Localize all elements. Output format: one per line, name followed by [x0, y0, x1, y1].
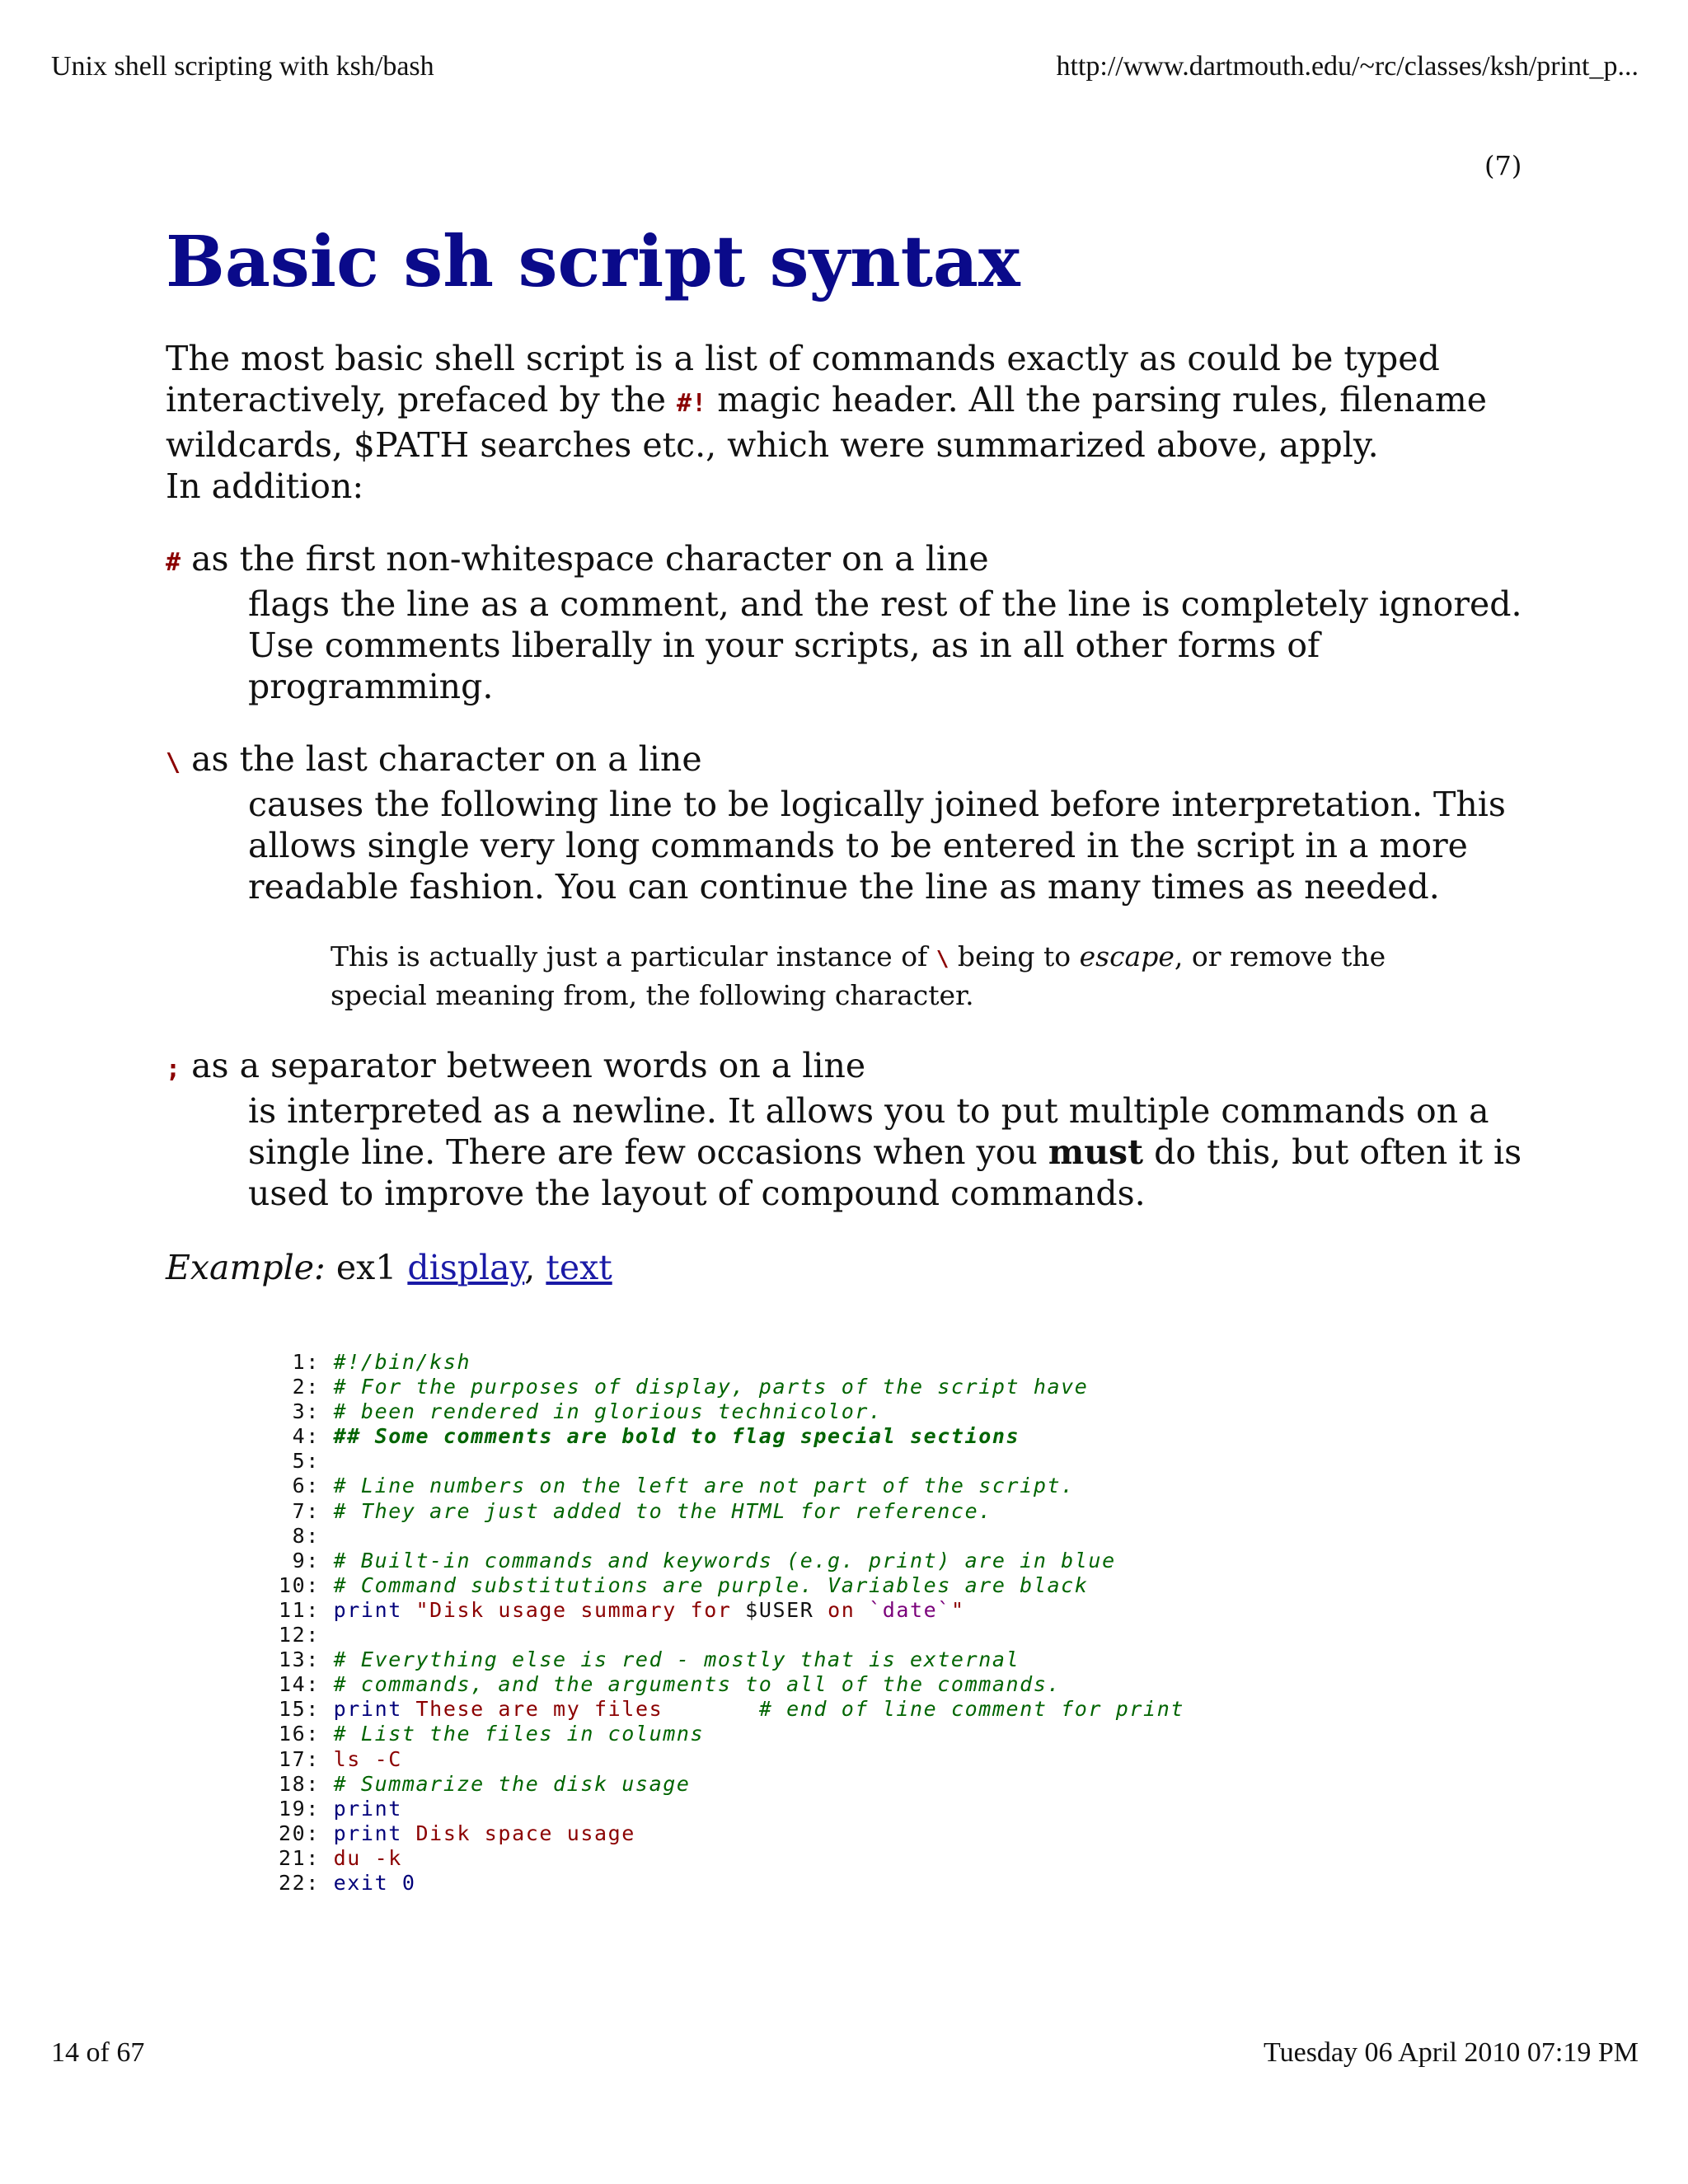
code-token: " — [950, 1597, 965, 1622]
code-token: ## Some comments are bold to flag special sections — [333, 1424, 1020, 1449]
example-display-link[interactable]: display — [407, 1247, 525, 1287]
code-line — [279, 1722, 1184, 1746]
code-line — [279, 1573, 1184, 1598]
code-line-number: 12: — [279, 1623, 334, 1647]
code-line-number: 9: — [279, 1548, 334, 1572]
code-line — [279, 1499, 1184, 1524]
code-token: # Everything else is red - mostly that is external — [333, 1647, 1020, 1672]
semicolon-desc-bold: must — [1048, 1132, 1144, 1172]
backslash-char-code: \ — [166, 748, 181, 777]
syntax-definition-list — [166, 538, 1550, 907]
code-token: # Line numbers on the left are not part of the script. — [333, 1474, 1075, 1498]
code-line — [279, 1549, 1184, 1573]
note-backslash-code: \ — [935, 946, 950, 972]
definition-term-semicolon — [166, 1045, 1550, 1090]
code-line — [279, 1623, 1184, 1647]
code-line-number: 11: — [279, 1597, 334, 1622]
code-line — [279, 1350, 1184, 1375]
code-line-number: 16: — [279, 1722, 334, 1746]
code-token: These are my files — [401, 1697, 746, 1722]
code-line-number: 21: — [279, 1845, 334, 1870]
code-line-number: 19: — [279, 1796, 334, 1821]
code-line-number: 6: — [279, 1474, 334, 1498]
code-token: on — [814, 1597, 870, 1622]
code-line-number: 5: — [279, 1449, 334, 1474]
code-token: # List the files in columns — [333, 1722, 705, 1746]
code-token: # end of line comment for print — [745, 1697, 1185, 1722]
code-token: `date` — [869, 1597, 951, 1622]
slide-number: (7) — [1484, 150, 1522, 181]
definition-term-comment — [166, 538, 1550, 583]
code-line-number: 10: — [279, 1572, 334, 1597]
code-line — [279, 1647, 1184, 1672]
code-line-number: 15: — [279, 1697, 334, 1722]
code-line — [279, 1474, 1184, 1498]
code-line-number: 20: — [279, 1821, 334, 1845]
intro-text-1: The most basic shell script is a list of commands exactly as could be typed interactively, prefaced by the — [166, 338, 1440, 419]
code-line-number: 18: — [279, 1771, 334, 1796]
intro-text-2: magic header. All the parsing rules, filename wildcards, $PATH searches etc., which were summarized above, apply. — [166, 379, 1488, 465]
code-line-number: 14: — [279, 1672, 334, 1697]
code-token: Disk space usage — [401, 1821, 635, 1845]
intro-addition: In addition: — [166, 466, 364, 506]
definition-term-backslash — [166, 738, 1550, 784]
code-line — [279, 1598, 1184, 1623]
definition-term-text: as a separator between words on a line — [181, 1045, 866, 1085]
code-token: # They are just added to the HTML for reference. — [333, 1498, 992, 1523]
code-token: $USER — [745, 1597, 814, 1622]
code-line — [279, 1399, 1184, 1424]
footer-page-count: 14 of 67 — [51, 2037, 145, 2068]
code-line — [279, 1697, 1184, 1722]
code-token: # Summarize the disk usage — [333, 1771, 691, 1796]
escape-note — [331, 939, 1402, 1014]
header-document-title: Unix shell scripting with ksh/bash — [51, 51, 434, 82]
footer-timestamp: Tuesday 06 April 2010 07:19 PM — [1264, 2037, 1639, 2068]
code-line — [279, 1871, 1184, 1896]
definition-desc-comment: flags the line as a comment, and the rest of the line is completely ignored. Use comments liberally in your scripts, as in all other forms of programming. — [248, 583, 1522, 706]
code-line — [279, 1449, 1184, 1474]
code-token: # Command substitutions are purple. Variables are black — [333, 1572, 1089, 1597]
note-text-3: , or remove the special meaning from, the following character. — [331, 940, 1386, 1011]
example-separator: , — [524, 1247, 546, 1287]
code-line — [279, 1424, 1184, 1449]
code-token: print — [333, 1821, 402, 1845]
code-token: "Disk usage summary for — [401, 1597, 746, 1622]
code-token: print — [333, 1697, 402, 1722]
code-line-number: 22: — [279, 1870, 334, 1895]
semicolon-desc-2: do this, but often it is used to improve the layout of compound commands. — [248, 1132, 1522, 1213]
code-line — [279, 1747, 1184, 1772]
note-text-2: being to — [949, 940, 1080, 972]
code-line — [279, 1846, 1184, 1871]
definition-term-text: as the last character on a line — [181, 738, 702, 779]
comment-char-code: # — [166, 547, 181, 577]
intro-paragraph — [166, 338, 1550, 507]
code-token: #!/bin/ksh — [333, 1350, 471, 1374]
code-token: exit 0 — [333, 1870, 416, 1895]
main-content — [166, 223, 1550, 1288]
code-line-number: 8: — [279, 1523, 334, 1548]
semicolon-char-code: ; — [166, 1054, 181, 1084]
code-line — [279, 1524, 1184, 1549]
code-line-number: 13: — [279, 1647, 334, 1672]
code-token: # commands, and the arguments to all of the commands. — [333, 1672, 1062, 1697]
definition-desc-semicolon — [248, 1090, 1550, 1214]
code-line-number: 17: — [279, 1746, 334, 1771]
semicolon-desc-1: is interpreted as a newline. It allows you to put multiple commands on a single line. There are few occasions when you — [248, 1090, 1489, 1172]
code-token: # For the purposes of display, parts of the script have — [333, 1375, 1089, 1399]
note-text-1: This is actually just a particular instance of — [331, 940, 936, 972]
code-token: ls -C — [333, 1746, 402, 1771]
example-label: Example: — [166, 1247, 326, 1287]
definition-desc-backslash: causes the following line to be logically joined before interpretation. This allows single very long commands to be entered in the script in a more readable fashion. You can continue the line as many times as needed. — [248, 784, 1506, 907]
code-line — [279, 1672, 1184, 1697]
note-emphasis: escape — [1079, 940, 1175, 972]
code-line-number: 3: — [279, 1399, 334, 1424]
code-line — [279, 1821, 1184, 1846]
page-title: Basic sh script syntax — [166, 221, 1020, 303]
code-line — [279, 1797, 1184, 1821]
code-token: # been rendered in glorious technicolor. — [333, 1399, 883, 1424]
definition-term-text: as the first non-whitespace character on a line — [181, 538, 989, 579]
code-line-number: 1: — [279, 1350, 334, 1374]
header-url: http://www.dartmouth.edu/~rc/classes/ksh/print_p... — [1056, 51, 1639, 82]
example-line — [166, 1247, 1550, 1288]
example-name: ex1 — [325, 1247, 408, 1287]
example-text-link[interactable]: text — [546, 1247, 612, 1287]
code-token: # Built-in commands and keywords (e.g. print) are in blue — [333, 1548, 1116, 1572]
code-token: du -k — [333, 1845, 402, 1870]
code-token: print — [333, 1796, 402, 1821]
code-line — [279, 1772, 1184, 1797]
code-listing — [279, 1350, 1184, 1896]
code-line — [279, 1375, 1184, 1399]
magic-header-code: #! — [677, 388, 707, 418]
code-line-number: 7: — [279, 1498, 334, 1523]
code-token: print — [333, 1597, 402, 1622]
syntax-definition-list-2 — [166, 1045, 1550, 1214]
code-line-number: 2: — [279, 1375, 334, 1399]
code-line-number: 4: — [279, 1424, 334, 1449]
